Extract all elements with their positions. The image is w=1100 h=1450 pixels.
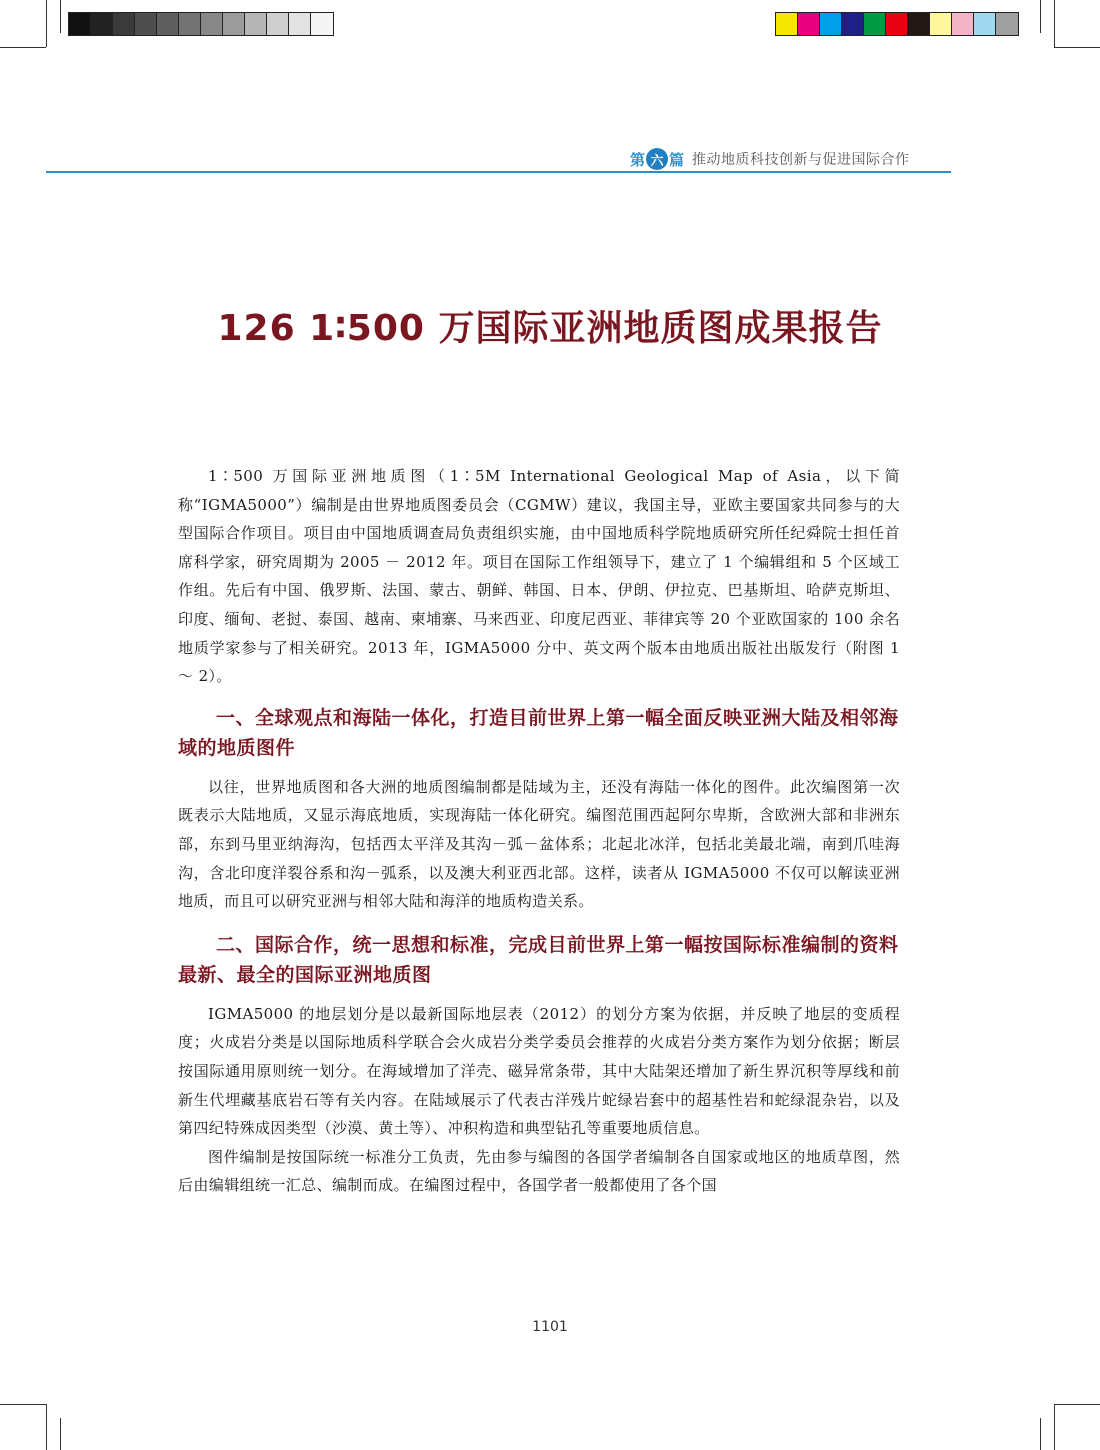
process-color-swatch <box>996 13 1018 35</box>
process-color-swatch <box>776 13 798 35</box>
part-number-badge: 六 <box>646 148 668 170</box>
crop-mark-top-right-h <box>1054 47 1100 48</box>
process-color-swatch <box>820 13 842 35</box>
running-header-title: 推动地质科技创新与促进国际合作 <box>692 152 910 168</box>
process-color-swatch <box>886 13 908 35</box>
crop-mark-bottom-right-h <box>1054 1404 1100 1405</box>
crop-mark-top-left-h <box>0 47 46 48</box>
section-heading-2: 二、国际合作，统一思想和标准，完成目前世界上第一幅按国际标准编制的资料最新、最全的国际亚洲地质图 <box>178 933 899 986</box>
crop-mark-top-right-v <box>1040 0 1041 33</box>
crop-mark-top-left-v <box>60 0 61 33</box>
gray-swatch <box>289 13 311 35</box>
gray-swatch <box>267 13 289 35</box>
crop-mark-bottom-right-v2 <box>1040 1418 1041 1450</box>
part-suffix: 篇 <box>669 150 685 169</box>
crop-mark-top-right-v2 <box>1054 0 1055 47</box>
section-1-paragraph: 以往，世界地质图和各大洲的地质图编制都是陆域为主，还没有海陆一体化的图件。此次编图第一次既表示大陆地质，又显示海底地质，实现海陆一体化研究。编图范围西起阿尔卑斯，含欧洲大部和非洲东部，东到马里亚纳海沟，包括西太平洋及其沟－弧－盆体系；北起北冰洋，包括北美最北端，南到爪哇海沟，含北印度洋裂谷系和沟－弧系，以及澳大利亚西北部。这样，读者从 IGMA5000 不仅可以解读亚洲地质，而且可以研究亚洲与相邻大陆和海洋的地质构造关系。 <box>178 777 900 911</box>
process-color-swatch <box>864 13 886 35</box>
crop-mark-bottom-left-v2 <box>60 1418 61 1450</box>
gray-swatch <box>223 13 245 35</box>
process-color-swatch <box>908 13 930 35</box>
grayscale-calibration-bar <box>68 12 334 36</box>
gray-swatch <box>157 13 179 35</box>
intro-paragraph: 1∶500 万国际亚洲地质图（1∶5M International Geological Map of Asia，以下简称“IGMA5000”）编制是由世界地质图委员会（CGMW）建议，我国主导，亚欧主要国家共同参与的大型国际合作项目。项目由中国地质调查局负责组织实施，由中国地质科学院地质研究所任纪舜院士担任首席科学家，研究周期为 2005 － 2012 年。项目在国际工作组领导下，建立了 1 个编辑组和 5 个区域工作组。先后有中国、俄罗斯、法国、蒙古、朝鲜、韩国、日本、伊朗、伊拉克、巴基斯坦、哈萨克斯坦、印度、缅甸、老挝、泰国、越南、柬埔寨、马来西亚、印度尼西亚、菲律宾等 20 个亚欧国家的 100 余名地质学家参与了相关研究。2013 年，IGMA5000 分中、英文两个版本由地质出版社出版发行（附图 1 ～ 2）。 <box>178 467 900 686</box>
gray-swatch <box>245 13 267 35</box>
section-2-paragraph-2: 图件编制是按国际统一标准分工负责，先由参与编图的各国学者编制各自国家或地区的地质草图，然后由编辑组统一汇总、编制而成。在编图过程中，各国学者一般都使用了各个国 <box>178 1147 900 1195</box>
process-color-swatch <box>952 13 974 35</box>
gray-swatch <box>91 13 113 35</box>
process-color-swatch <box>930 13 952 35</box>
page-title: 126 1∶500 万国际亚洲地质图成果报告 <box>217 308 883 349</box>
running-header <box>630 146 950 172</box>
crop-mark-bottom-left-v <box>46 1404 47 1450</box>
process-color-swatch <box>842 13 864 35</box>
crop-mark-bottom-left-h <box>0 1404 46 1405</box>
gray-swatch <box>113 13 135 35</box>
gray-swatch <box>69 13 91 35</box>
gray-swatch <box>311 13 333 35</box>
process-color-swatch <box>798 13 820 35</box>
header-rule <box>46 171 951 173</box>
part-prefix: 第 <box>630 150 646 169</box>
crop-mark-bottom-right-v <box>1054 1404 1055 1450</box>
page-number: 1101 <box>532 1319 568 1335</box>
gray-swatch <box>201 13 223 35</box>
section-2-paragraph-1: IGMA5000 的地层划分是以最新国际地层表（2012）的划分方案为依据，并反映了地层的变质程度；火成岩分类是以国际地质科学联合会火成岩分类学委员会推荐的火成岩分类方案作为划分依据；断层按国际通用原则统一划分。在海域增加了洋壳、磁异常条带，其中大陆架还增加了新生界沉积等厚线和前新生代埋藏基底岩石等有关内容。在陆域展示了代表古洋残片蛇绿岩套中的超基性岩和蛇绿混杂岩，以及第四纪特殊成因类型（沙漠、黄土等）、冲积构造和典型钻孔等重要地质信息。 <box>178 1004 900 1138</box>
process-color-swatch <box>974 13 996 35</box>
process-color-calibration-bar <box>775 12 1019 36</box>
gray-swatch <box>135 13 157 35</box>
document-body <box>178 462 900 1200</box>
section-heading-1: 一、全球观点和海陆一体化，打造目前世界上第一幅全面反映亚洲大陆及相邻海域的地质图件 <box>178 706 899 759</box>
crop-mark-top-left-v2 <box>46 0 47 47</box>
gray-swatch <box>179 13 201 35</box>
